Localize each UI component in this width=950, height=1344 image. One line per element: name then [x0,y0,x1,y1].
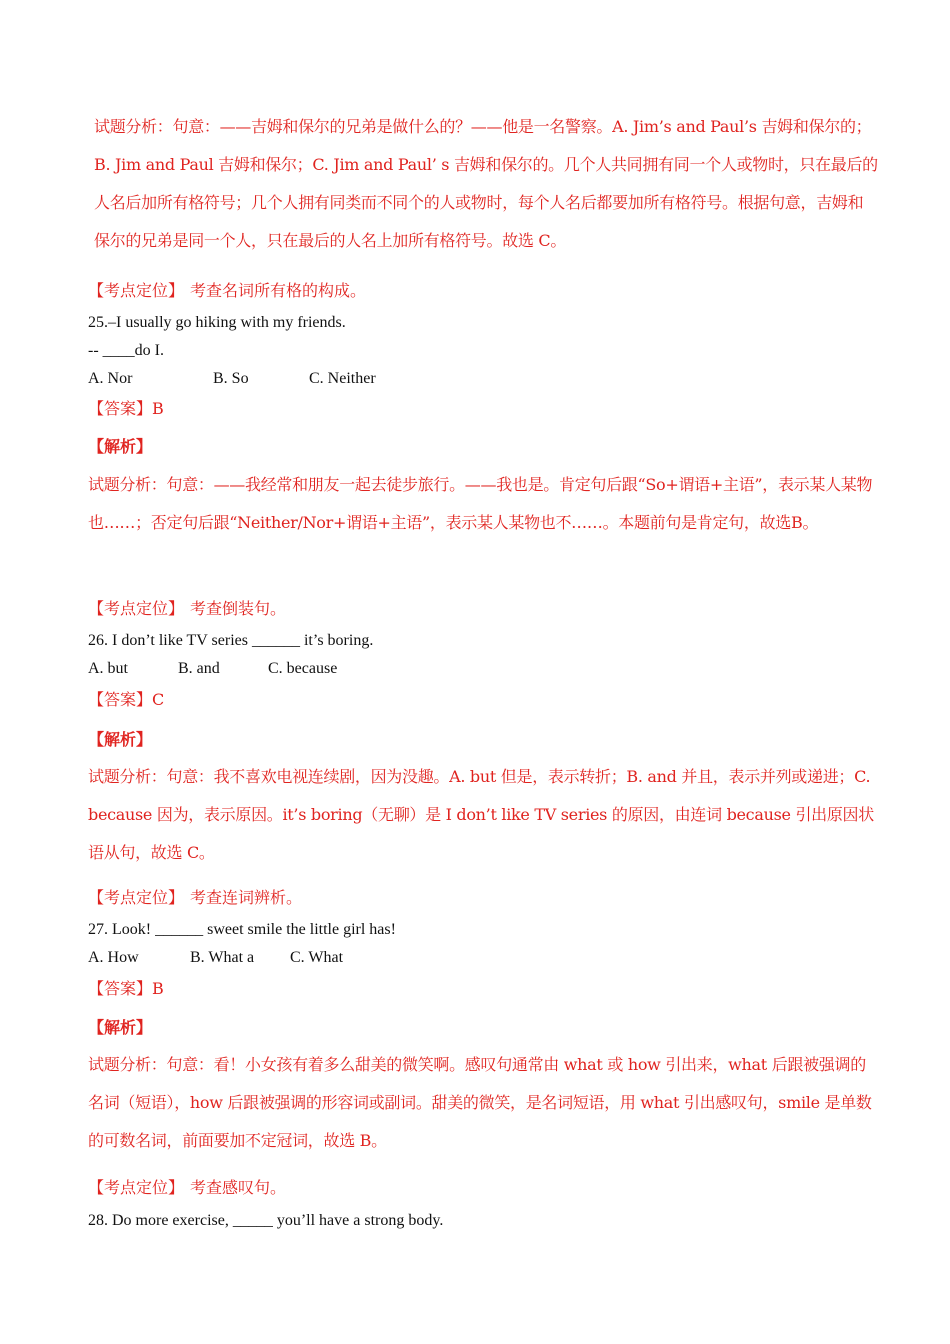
q26-knowledge-point [88,887,878,909]
q24-analysis: 试题分析：句意：——吉姆和保尔的兄弟是做什么的？——他是一名警察。A. Jim’s and Paul’s 吉姆和保尔的；B. Jim and Paul 吉姆和保尔；C. Jim and Paul’ s 吉姆和保尔的。几个人共同拥有同一个人或物时，只在最后的人名后加所有格符号；几个人拥有同类而不同个的人或物时，每个人名后都要加所有格符号。根据句意，吉姆和保尔的兄弟是同一个人，只在最后的人名上加所有格符号。故选 C。 [94,117,878,250]
q25-analysis-heading: 【解析】 [88,437,153,456]
q25-option-a: A. Nor [88,370,133,387]
q26-analysis-heading: 【解析】 [88,730,153,749]
q24-knowledge-point [88,280,878,302]
knowledge-point-label: 【考点定位】 [88,888,185,907]
q27-knowledge-point [88,1177,878,1199]
q25-option-b: B. So [213,370,249,387]
q27-answer: 【答案】B [88,979,164,998]
q25-answer: 【答案】B [88,399,164,418]
q27-stem: 27. Look! ______ sweet smile the little girl has! [88,921,396,938]
q27-analysis-heading: 【解析】 [88,1018,153,1037]
q25-analysis: 试题分析：句意：——我经常和朋友一起去徒步旅行。——我也是。肯定句后跟“So+谓语+主语”，表示某人某物也……；否定句后跟“Neither/Nor+谓语+主语”，表示某人某物也不……。本题前句是肯定句，故选B。 [88,475,873,532]
knowledge-point-text: 考查感叹句。 [190,1178,287,1197]
q28-stem: 28. Do more exercise, _____ you’ll have a strong body. [88,1212,444,1229]
knowledge-point-label: 【考点定位】 [88,1178,185,1197]
q25-option-c: C. Neither [309,370,376,387]
q26-option-b: B. and [178,660,220,677]
q25-knowledge-point [88,598,878,620]
q26-stem: 26. I don’t like TV series ______ it’s boring. [88,632,374,649]
q27-option-b: B. What a [190,949,255,966]
knowledge-point-text: 考查连词辨析。 [190,888,303,907]
q27-analysis: 试题分析：句意：看！小女孩有着多么甜美的微笑啊。感叹句通常由 what 或 how 引出来，what 后跟被强调的名词（短语），how 后跟被强调的形容词或副词。甜美的微笑，是名词短语，用 what 引出感叹句，smile 是单数的可数名词，前面要加不定冠词，故选 B。 [88,1055,872,1150]
knowledge-point-text: 考查倒装句。 [190,599,287,618]
knowledge-point-text: 考查名词所有格的构成。 [190,281,367,300]
knowledge-point-label: 【考点定位】 [88,281,185,300]
q26-answer: 【答案】C [88,690,165,709]
knowledge-point-label: 【考点定位】 [88,599,185,618]
q26-analysis: 试题分析：句意：我不喜欢电视连续剧，因为没趣。A. but 但是，表示转折；B. and 并且，表示并列或递进；C. because 因为，表示原因。it’s boring（无聊）是 I don’t like TV series 的原因，由连词 because 引出原因状语从句，故选 C。 [88,767,874,862]
q27-option-c: C. What [290,949,344,966]
q27-option-a: A. How [88,949,139,966]
q25-options [88,368,878,390]
q25-stem-line1: 25.–I usually go hiking with my friends. [88,314,346,331]
q25-stem-line2: -- ____do I. [88,342,164,359]
q26-options [88,658,878,680]
q26-option-a: A. but [88,660,128,677]
q27-options [88,947,878,969]
q26-option-c: C. because [268,660,338,677]
